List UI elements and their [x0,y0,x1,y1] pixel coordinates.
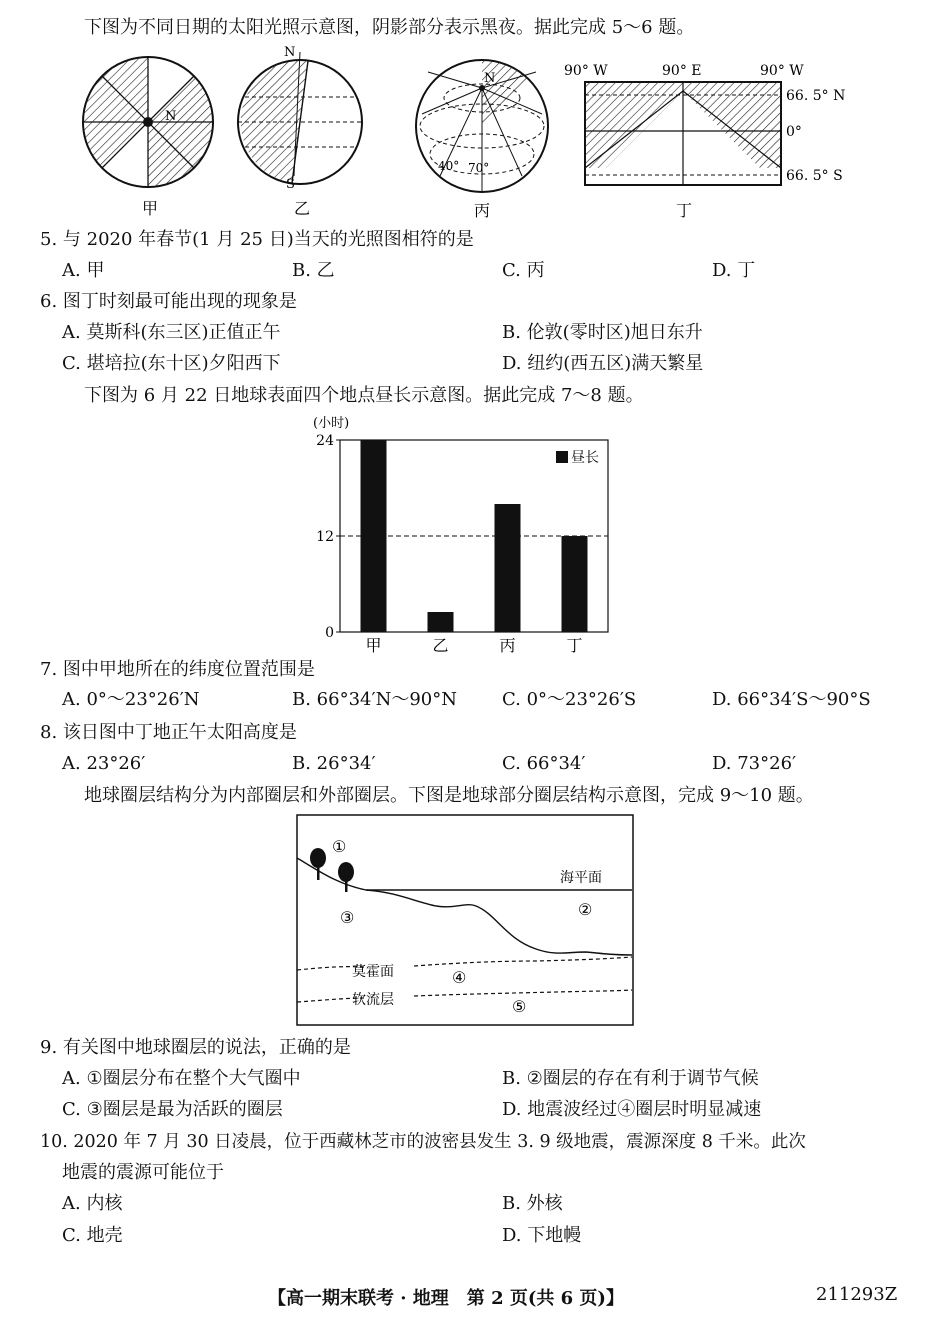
q10-option-c: C. 地壳 [62,1225,123,1246]
bar-3 [495,504,521,632]
intro-5-6: 下图为不同日期的太阳光照示意图，阴影部分表示黑夜。据此完成 5～6 题。 [84,17,695,38]
earth-layers-figure [296,814,634,1026]
label-90e: 90° E [662,63,702,79]
label-circle-2: ② [578,900,593,919]
q7-option-b: B. 66°34′N～90°N [292,689,457,710]
label-S: S [286,177,295,192]
q9-option-c: C. ③圈层是最为活跃的圈层 [62,1099,283,1120]
q6-option-b: B. 伦敦(零时区)旭日东升 [502,322,703,343]
label-bing: 丙 [474,201,491,220]
bar-1 [361,440,387,632]
y-tick-label: 0 [325,625,334,641]
q10-option-d: D. 下地幔 [502,1225,582,1246]
q8-stem: 8. 该日图中丁地正午太阳高度是 [40,722,297,743]
q10-stem-line2: 地震的震源可能位于 [62,1162,224,1183]
category-label: 丙 [499,636,516,655]
q6-option-a: A. 莫斯科(东三区)正值正午 [62,322,281,343]
label-90w-right: 90° W [760,63,804,79]
y-tick-label: 24 [316,433,334,449]
intro-7-8: 下图为 6 月 22 日地球表面四个地点昼长示意图。据此完成 7～8 题。 [84,385,644,406]
y-tick-label: 12 [316,529,334,545]
q7-option-c: C. 0°～23°26′S [502,689,637,710]
legend-swatch [556,451,568,463]
q8-option-a: A. 23°26′ [62,753,146,774]
q6-option-d: D. 纽约(西五区)满天繁星 [502,353,704,374]
label-circle-3: ③ [340,908,355,927]
label-yi: 乙 [294,199,311,218]
intro-9-10: 地球圈层结构分为内部圈层和外部圈层。下图是地球部分圈层结构示意图，完成 9～10 题。 [84,785,814,806]
label-moho: 莫霍面 [352,964,394,980]
paper-code: 211293Z [816,1284,898,1305]
q9-option-b: B. ②圈层的存在有利于调节气候 [502,1068,759,1089]
q8-option-d: D. 73°26′ [712,753,797,774]
label-90w-left: 90° W [564,63,608,79]
label-ding: 丁 [676,201,693,220]
category-label: 乙 [432,636,449,655]
label-asthenosphere: 软流层 [352,992,394,1008]
q7-option-d: D. 66°34′S～90°S [712,689,871,710]
q5-option-c: C. 丙 [502,260,545,281]
category-label: 甲 [365,636,382,655]
label-N: N [165,109,177,124]
label-N: N [484,71,496,86]
label-66s: 66. 5° S [786,168,843,184]
q5-stem: 5. 与 2020 年春节(1 月 25 日)当天的光照图相符的是 [40,229,474,250]
q8-option-b: B. 26°34′ [292,753,376,774]
diagram-ding [564,63,845,220]
q7-stem: 7. 图中甲地所在的纬度位置范围是 [40,659,315,680]
label-40: 40° [438,159,460,173]
chart-ylabel: (小时) [313,416,350,431]
q6-stem: 6. 图丁时刻最可能出现的现象是 [40,291,297,312]
q10-stem-line1: 10. 2020 年 7 月 30 日凌晨，位于西藏林芝市的波密县发生 3. 9 级地震，震源深度 8 千米。此次 [40,1132,806,1152]
diagram-jia [83,57,213,218]
page-footer: 【高一期末联考 · 地理 第 2 页(共 6 页)】 [268,1288,624,1309]
category-label: 丁 [566,636,583,655]
diagram-bing [416,60,548,220]
legend-label: 昼长 [571,450,599,466]
label-jia: 甲 [142,199,159,218]
label-circle-1: ① [332,837,347,856]
label-circle-5: ⑤ [512,997,527,1016]
q10-option-b: B. 外核 [502,1193,563,1214]
label-circle-4: ④ [452,968,467,987]
diagram-yi [238,45,362,218]
label-0: 0° [786,124,802,140]
q10-option-a: A. 内核 [62,1193,123,1214]
q8-option-c: C. 66°34′ [502,753,586,774]
label-70: 70° [468,161,490,175]
q5-option-b: B. 乙 [292,260,335,281]
label-sea-level: 海平面 [560,870,602,886]
q9-stem: 9. 有关图中地球圈层的说法，正确的是 [40,1037,351,1058]
bar-4 [562,536,588,632]
q9-option-a: A. ①圈层分布在整个大气圈中 [62,1068,301,1089]
q9-option-d: D. 地震波经过④圈层时明显减速 [502,1099,762,1120]
q5-option-a: A. 甲 [62,260,105,281]
day-length-chart [305,412,625,660]
q7-option-a: A. 0°～23°26′N [62,689,200,710]
bar-2 [428,612,454,632]
q6-option-c: C. 堪培拉(东十区)夕阳西下 [62,353,281,374]
label-N: N [284,45,296,60]
label-66n: 66. 5° N [786,88,846,104]
q5-option-d: D. 丁 [712,260,756,281]
illumination-figure [70,42,860,220]
